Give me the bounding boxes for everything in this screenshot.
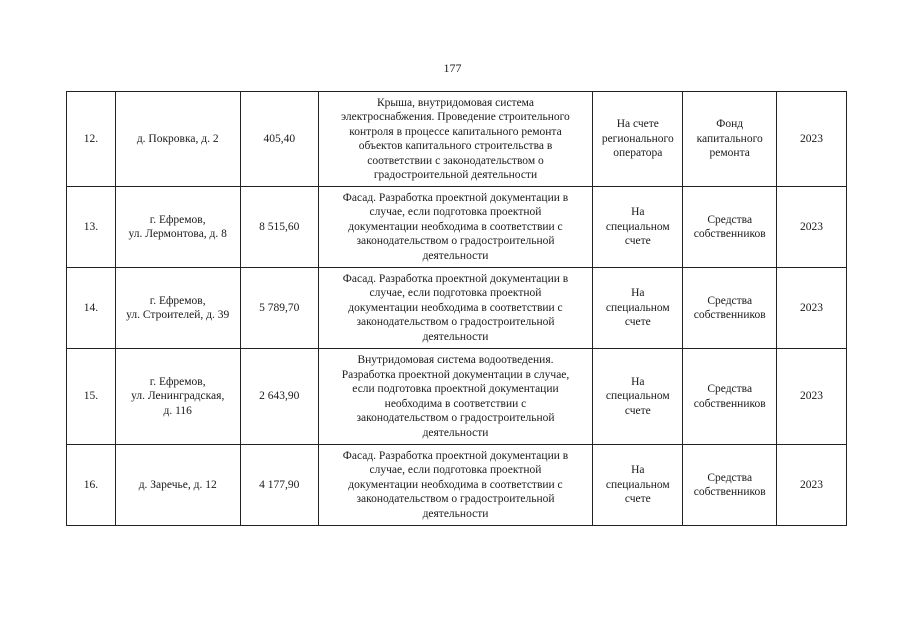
source-line: собственников bbox=[693, 397, 766, 410]
work-type-cell bbox=[318, 92, 592, 187]
fund-line: счете bbox=[624, 404, 651, 417]
address-line: ул. Лермонтова, д. 8 bbox=[128, 228, 227, 240]
area-cell: 405,40 bbox=[240, 92, 318, 187]
work-line: случае, если подготовка проектной bbox=[369, 206, 542, 219]
work-line: случае, если подготовка проектной bbox=[369, 287, 542, 300]
fund-line: специальном bbox=[605, 478, 670, 491]
page-number: 177 bbox=[443, 61, 462, 75]
work-line: Разработка проектной документации в случае, bbox=[341, 368, 570, 381]
work-type-cell bbox=[318, 268, 592, 349]
funding-source-cell bbox=[683, 349, 776, 445]
fund-line: На bbox=[631, 464, 645, 477]
address-cell bbox=[115, 445, 240, 526]
funding-source-cell bbox=[683, 187, 776, 268]
address-line: г. Ефремов, bbox=[149, 375, 206, 388]
work-line: законодательством о градостроительной bbox=[356, 235, 555, 248]
address-line: ул. Ленинградская, bbox=[131, 390, 225, 403]
funding-source-cell bbox=[683, 92, 776, 187]
address-cell bbox=[115, 268, 240, 349]
work-line: законодательством о градостроительной bbox=[356, 412, 555, 424]
source-line: собственников bbox=[693, 309, 766, 321]
year-cell: 2023 bbox=[776, 92, 846, 187]
address-line: д. Покровка, д. 2 bbox=[136, 132, 219, 145]
fund-line: На счете bbox=[616, 118, 659, 131]
fund-method-cell bbox=[593, 268, 683, 349]
work-line: необходима в соответствии с bbox=[384, 397, 527, 410]
work-type-cell bbox=[318, 445, 592, 526]
row-number-cell: 15. bbox=[67, 349, 116, 445]
table-row bbox=[67, 349, 847, 445]
work-line: контроля в процессе капитального ремонта bbox=[349, 125, 562, 138]
work-line: законодательством о градостроительной bbox=[356, 316, 555, 329]
row-number-cell: 14. bbox=[67, 268, 116, 349]
address-cell bbox=[115, 92, 240, 187]
source-line: Средства bbox=[707, 383, 753, 395]
row-number-cell: 12. bbox=[67, 92, 116, 187]
address-line: г. Ефремов, bbox=[149, 294, 206, 307]
year-cell: 2023 bbox=[776, 349, 846, 445]
area-cell: 4 177,90 bbox=[240, 445, 318, 526]
year-cell: 2023 bbox=[776, 268, 846, 349]
fund-line: счете bbox=[624, 235, 651, 248]
fund-line: регионального bbox=[601, 132, 674, 145]
source-line: ремонта bbox=[709, 147, 750, 160]
address-cell bbox=[115, 187, 240, 268]
work-line: Внутридомовая система водоотведения. bbox=[357, 354, 554, 366]
work-type-cell bbox=[318, 349, 592, 445]
work-line: если подготовка проектной документации bbox=[352, 383, 559, 395]
table-row bbox=[67, 445, 847, 526]
address-line: г. Ефремов, bbox=[149, 213, 206, 226]
work-line: документации необходима в соответствии с bbox=[348, 478, 563, 491]
year-cell: 2023 bbox=[776, 445, 846, 526]
work-line: соответствии с законодательством о bbox=[367, 154, 544, 167]
source-line: Фонд bbox=[716, 118, 744, 131]
address-cell bbox=[115, 349, 240, 445]
table-row bbox=[67, 187, 847, 268]
work-line: электроснабжения. Проведение строительного bbox=[341, 111, 570, 123]
work-line: деятельности bbox=[422, 330, 489, 343]
fund-method-cell bbox=[593, 349, 683, 445]
address-line: ул. Строителей, д. 39 bbox=[126, 309, 230, 321]
fund-line: счете bbox=[624, 493, 651, 506]
source-line: Средства bbox=[707, 294, 753, 307]
fund-line: специальном bbox=[605, 390, 670, 403]
row-number-cell: 16. bbox=[67, 445, 116, 526]
source-line: собственников bbox=[693, 486, 766, 498]
address-line: д. 116 bbox=[163, 404, 192, 417]
area-cell: 2 643,90 bbox=[240, 349, 318, 445]
repair-register-table bbox=[66, 91, 847, 526]
work-line: Фасад. Разработка проектной документации в bbox=[342, 449, 569, 462]
fund-line: На bbox=[631, 375, 645, 388]
row-number-cell: 13. bbox=[67, 187, 116, 268]
fund-method-cell bbox=[593, 445, 683, 526]
work-line: документации необходима в соответствии с bbox=[348, 220, 563, 233]
fund-line: счете bbox=[624, 316, 651, 329]
fund-line: оператора bbox=[613, 147, 663, 160]
area-cell: 8 515,60 bbox=[240, 187, 318, 268]
fund-method-cell bbox=[593, 92, 683, 187]
work-line: Крыша, внутридомовая система bbox=[376, 96, 534, 109]
work-line: градостроительной деятельности bbox=[373, 169, 538, 181]
fund-line: специальном bbox=[605, 301, 670, 314]
fund-line: специальном bbox=[605, 220, 670, 233]
work-line: Фасад. Разработка проектной документации в bbox=[342, 191, 569, 204]
source-line: капитального bbox=[696, 132, 763, 145]
fund-method-cell bbox=[593, 187, 683, 268]
work-type-cell bbox=[318, 187, 592, 268]
source-line: Средства bbox=[707, 213, 753, 226]
fund-line: На bbox=[631, 287, 645, 300]
work-line: документации необходима в соответствии с bbox=[348, 301, 563, 314]
area-cell: 5 789,70 bbox=[240, 268, 318, 349]
table-row bbox=[67, 92, 847, 187]
address-line: д. Заречье, д. 12 bbox=[138, 478, 217, 491]
fund-line: На bbox=[631, 206, 645, 219]
work-line: Фасад. Разработка проектной документации в bbox=[342, 272, 569, 285]
funding-source-cell bbox=[683, 445, 776, 526]
work-line: случае, если подготовка проектной bbox=[369, 464, 542, 477]
source-line: собственников bbox=[693, 228, 766, 240]
source-line: Средства bbox=[707, 471, 753, 484]
work-line: законодательством о градостроительной bbox=[356, 493, 555, 506]
year-cell: 2023 bbox=[776, 187, 846, 268]
work-line: объектов капитального строительства в bbox=[358, 140, 553, 152]
work-line: деятельности bbox=[422, 507, 489, 520]
funding-source-cell bbox=[683, 268, 776, 349]
work-line: деятельности bbox=[422, 426, 489, 439]
table-row bbox=[67, 268, 847, 349]
work-line: деятельности bbox=[422, 249, 489, 262]
